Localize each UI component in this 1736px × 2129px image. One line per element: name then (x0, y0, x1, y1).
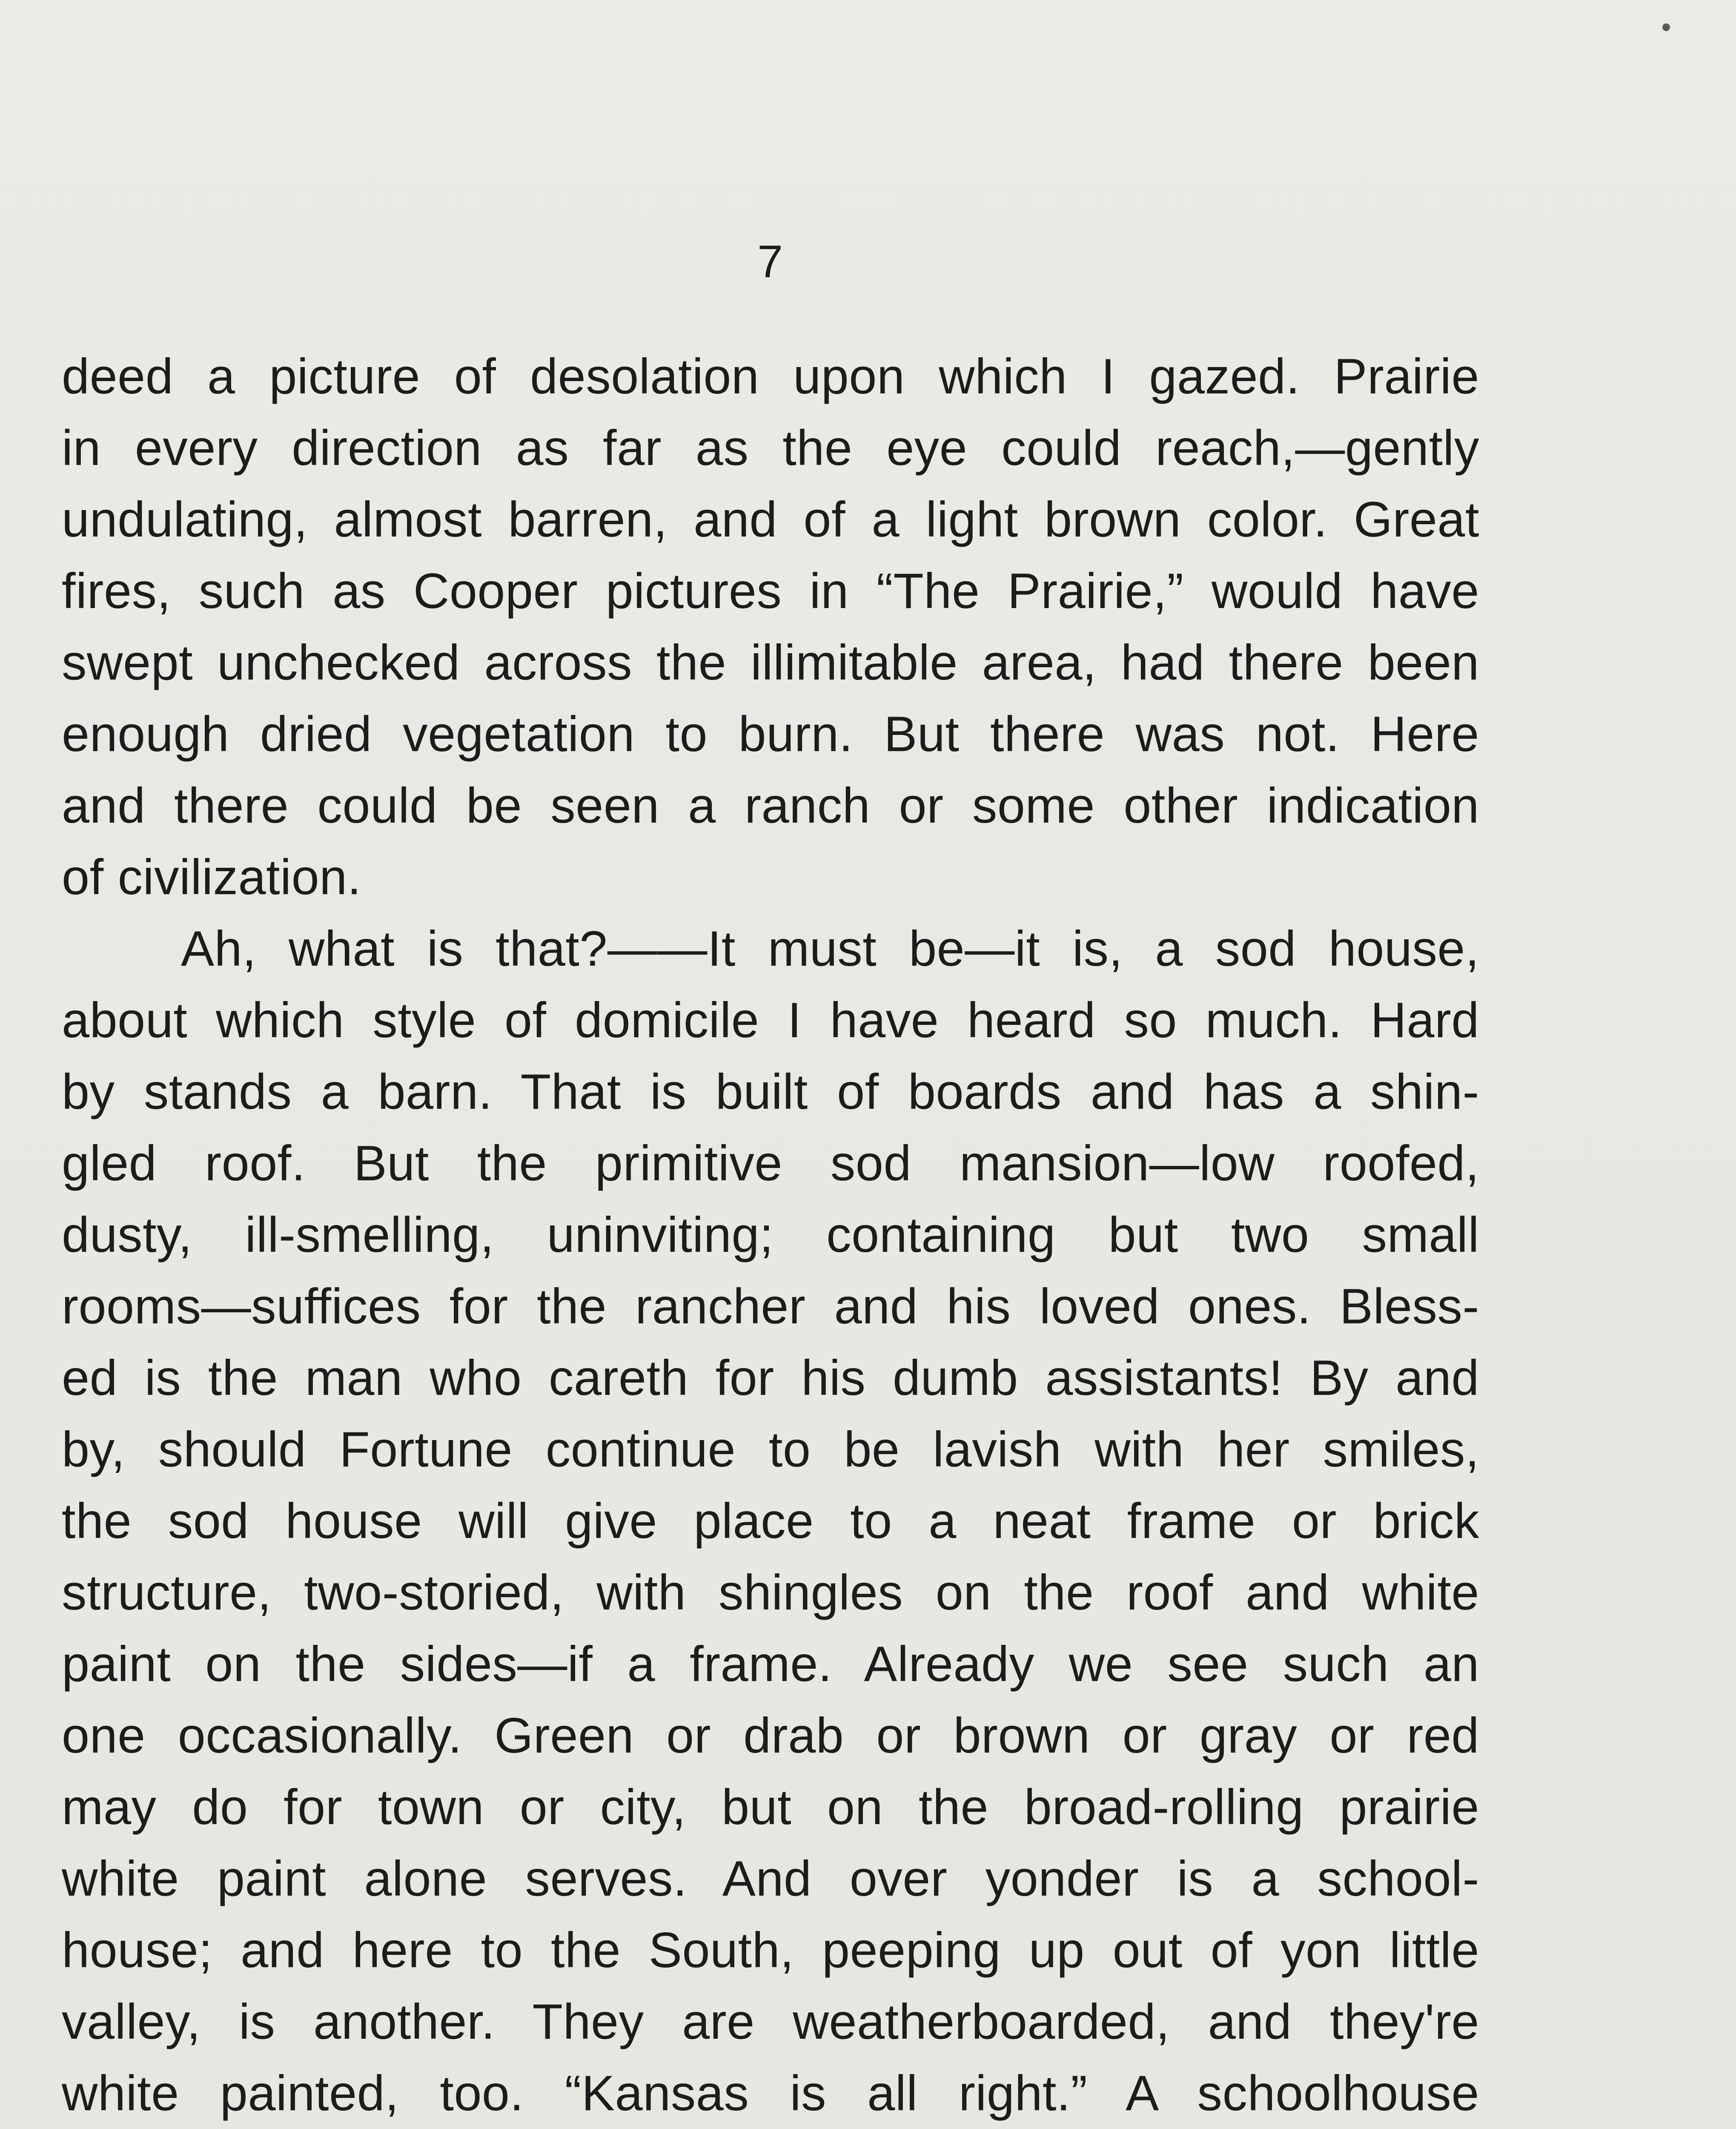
text-line: fires, such as Cooper pictures in “The Prairie,” would have (62, 563, 1479, 619)
text-line: and there could be seen a ranch or some other indication (62, 778, 1479, 833)
text-line: swept unchecked across the illimitable area, had there been (62, 634, 1479, 690)
text-line: structure, two-storied, with shingles on the roof and white (62, 1564, 1479, 1620)
text-line: Ah, what is that?——It must be—it is, a sod house, (181, 921, 1479, 976)
page-number: 7 (757, 235, 784, 287)
text-line: white paint alone serves. And over yonder is a school- (62, 1851, 1479, 1906)
text-line: paint on the sides—if a frame. Already we see such an (62, 1636, 1479, 1692)
text-line: deed a picture of desolation upon which I gazed. Prairie (62, 348, 1479, 404)
text-line: one occasionally. Green or drab or brown or gray or red (62, 1707, 1479, 1763)
text-line: about which style of domicile I have heard so much. Hard (62, 992, 1479, 1048)
text-line: enough dried vegetation to burn. But there was not. Here (62, 706, 1479, 762)
text-line: ed is the man who careth for his dumb assistants! By and (62, 1350, 1479, 1406)
text-line: by stands a barn. That is built of boards and has a shin- (62, 1064, 1479, 1119)
text-line: valley, is another. They are weatherboarded, and they're (62, 1994, 1479, 2049)
text-line: in every direction as far as the eye could reach,—gently (62, 420, 1479, 476)
text-line: by, should Fortune continue to be lavish with her smiles, (62, 1421, 1479, 1477)
text-line: white painted, too. “Kansas is all right.” A schoolhouse (62, 2065, 1479, 2121)
text-line: the sod house will give place to a neat frame or brick (62, 1493, 1479, 1549)
text-line: of civilization. (62, 849, 361, 905)
text-line: house; and here to the South, peeping up out of yon little (62, 1922, 1479, 1978)
text-line: dusty, ill-smelling, uninviting; containing but two small (62, 1207, 1479, 1262)
text-line: undulating, almost barren, and of a light brown color. Great (62, 491, 1479, 547)
text-line: gled roof. But the primitive sod mansion—low roofed, (62, 1135, 1479, 1191)
body-text (62, 341, 1479, 2129)
paper-speck (1662, 23, 1670, 31)
text-line: may do for town or city, but on the broad-rolling prairie (62, 1779, 1479, 1835)
text-line: rooms—suffices for the rancher and his loved ones. Bless- (62, 1278, 1479, 1334)
